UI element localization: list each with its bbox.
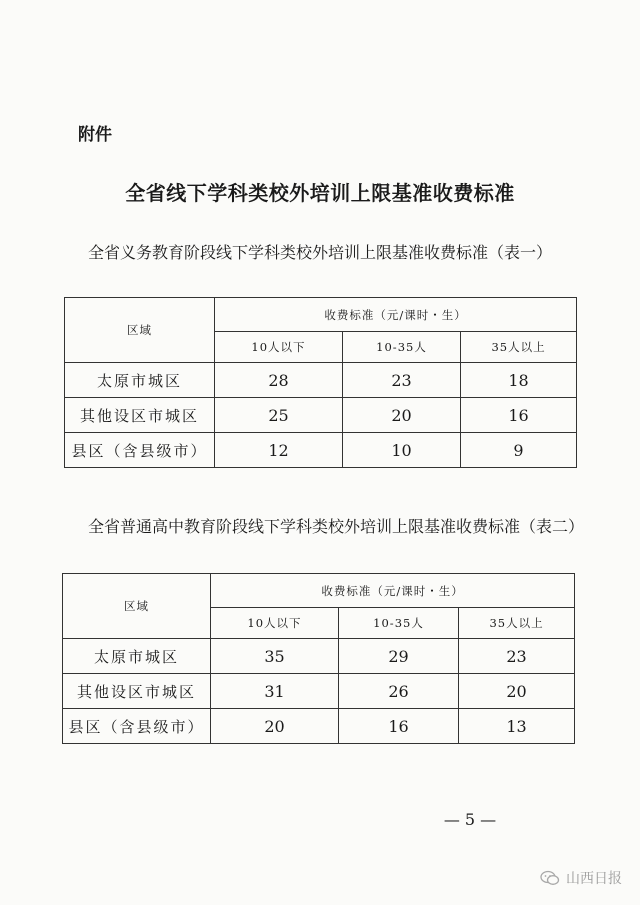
fee-cell: 10 — [343, 433, 461, 468]
class-size-header: 10人以下 — [215, 332, 343, 363]
fee-table-1 — [64, 297, 577, 468]
table2-caption: 全省普通高中教育阶段线下学科类校外培训上限基准收费标准（表二） — [88, 517, 585, 536]
fee-cell: 20 — [459, 674, 575, 709]
watermark — [540, 868, 622, 888]
table-row — [63, 674, 575, 709]
fee-cell: 25 — [215, 398, 343, 433]
fee-cell: 16 — [461, 398, 577, 433]
fee-cell: 13 — [459, 709, 575, 744]
fee-cell: 28 — [215, 363, 343, 398]
class-size-header: 35人以上 — [459, 608, 575, 639]
fee-cell: 29 — [339, 639, 459, 674]
fee-table-2 — [62, 573, 575, 744]
table-row — [65, 363, 577, 398]
attachment-label: 附件 — [78, 125, 112, 145]
table-row — [65, 398, 577, 433]
watermark-text: 山西日报 — [566, 871, 622, 887]
class-size-header: 10-35人 — [343, 332, 461, 363]
document-title: 全省线下学科类校外培训上限基准收费标准 — [125, 181, 515, 205]
region-cell: 其他设区市城区 — [65, 398, 215, 433]
page-number-container — [0, 810, 640, 829]
region-cell: 县区（含县级市） — [65, 433, 215, 468]
fee-cell: 35 — [211, 639, 339, 674]
region-cell: 县区（含县级市） — [63, 709, 211, 744]
fee-cell: 20 — [343, 398, 461, 433]
class-size-header: 10人以下 — [211, 608, 339, 639]
fee-cell: 23 — [459, 639, 575, 674]
wechat-icon — [540, 870, 560, 886]
fee-header: 收费标准（元/课时・生） — [211, 574, 575, 608]
table-row — [63, 709, 575, 744]
region-cell: 太原市城区 — [63, 639, 211, 674]
fee-cell: 20 — [211, 709, 339, 744]
fee-cell: 31 — [211, 674, 339, 709]
fee-cell: 26 — [339, 674, 459, 709]
fee-cell: 18 — [461, 363, 577, 398]
table1-caption: 全省义务教育阶段线下学科类校外培训上限基准收费标准（表一） — [88, 243, 553, 262]
region-cell: 太原市城区 — [65, 363, 215, 398]
fee-header: 收费标准（元/课时・生） — [215, 298, 577, 332]
fee-cell: 12 — [215, 433, 343, 468]
region-header: 区域 — [63, 574, 211, 639]
table-row — [63, 639, 575, 674]
class-size-header: 35人以上 — [461, 332, 577, 363]
region-header: 区域 — [65, 298, 215, 363]
fee-cell: 16 — [339, 709, 459, 744]
region-cell: 其他设区市城区 — [63, 674, 211, 709]
fee-cell: 9 — [461, 433, 577, 468]
page-number: — 5 — — [443, 810, 497, 829]
table-row — [65, 433, 577, 468]
fee-cell: 23 — [343, 363, 461, 398]
class-size-header: 10-35人 — [339, 608, 459, 639]
